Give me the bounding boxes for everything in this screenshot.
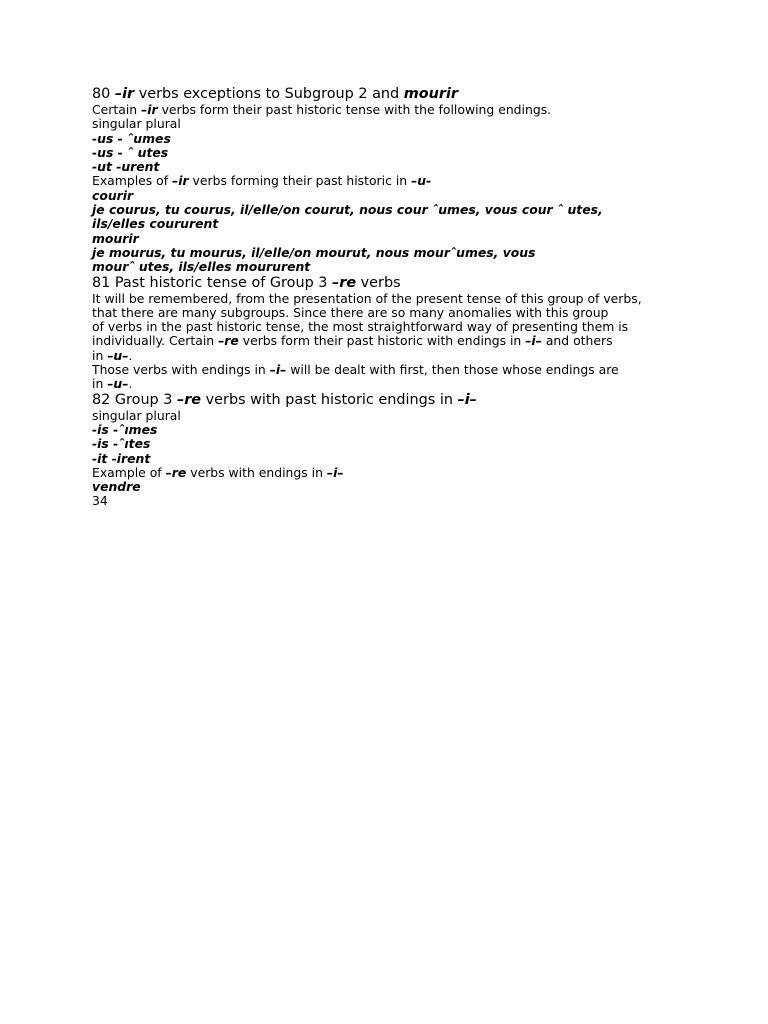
section-81-heading: 81 Past historic tense of Group 3 –re verbs bbox=[92, 274, 401, 291]
intro-line: Certain –ir verbs form their past historic tense with the following endings. bbox=[92, 102, 552, 117]
singular-plural-label: singular plural bbox=[92, 116, 181, 132]
ending-row: -is -ˆıtes bbox=[92, 436, 151, 452]
paragraph-line: Those verbs with endings in –i– will be dealt with first, then those whose endings are bbox=[92, 362, 619, 378]
document-page bbox=[92, 86, 712, 509]
page-number: 34 bbox=[92, 493, 108, 509]
conjugation-line: ils/elles coururent bbox=[92, 216, 219, 232]
verb-courir: courir bbox=[92, 187, 134, 203]
paragraph-line: in –u–. bbox=[92, 376, 133, 392]
singular-plural-label: singular plural bbox=[92, 407, 181, 423]
conjugation-line: je courus, tu courus, il/elle/on courut, nous cour ˆumes, vous cour ˆ utes, bbox=[92, 202, 603, 218]
verb-vendre: vendre bbox=[92, 479, 141, 495]
section-80-heading: 80 –ir verbs exceptions to Subgroup 2 and mourir bbox=[92, 86, 459, 102]
paragraph-line: that there are many subgroups. Since there are so many anomalies with this group bbox=[92, 304, 609, 320]
section-82-heading: 82 Group 3 –re verbs with past historic endings in –i– bbox=[92, 391, 477, 408]
verb-mourir: mourir bbox=[92, 230, 139, 246]
ending-row: -us - ˆ utes bbox=[92, 144, 169, 160]
paragraph-line: of verbs in the past historic tense, the most straightforward way of presenting them is bbox=[92, 319, 629, 335]
paragraph-line: in –u–. bbox=[92, 347, 133, 363]
ending-row: -is -ˆımes bbox=[92, 421, 158, 437]
example-line: Example of –re verbs with endings in –i– bbox=[92, 464, 344, 480]
paragraph-line: individually. Certain –re verbs form their past historic with endings in –i– and others bbox=[92, 333, 613, 349]
paragraph-line: It will be remembered, from the presentation of the present tense of this group of verbs, bbox=[92, 290, 642, 306]
examples-line: Examples of –ir verbs forming their past historic in –u- bbox=[92, 173, 432, 189]
conjugation-line: mourˆ utes, ils/elles moururent bbox=[92, 259, 311, 275]
ending-row: -it -irent bbox=[92, 450, 151, 466]
conjugation-line: je mourus, tu mourus, il/elle/on mourut, nous mourˆumes, vous bbox=[92, 244, 536, 260]
ending-row: -ut -urent bbox=[92, 159, 160, 175]
ending-row: -us - ˆumes bbox=[92, 130, 171, 146]
